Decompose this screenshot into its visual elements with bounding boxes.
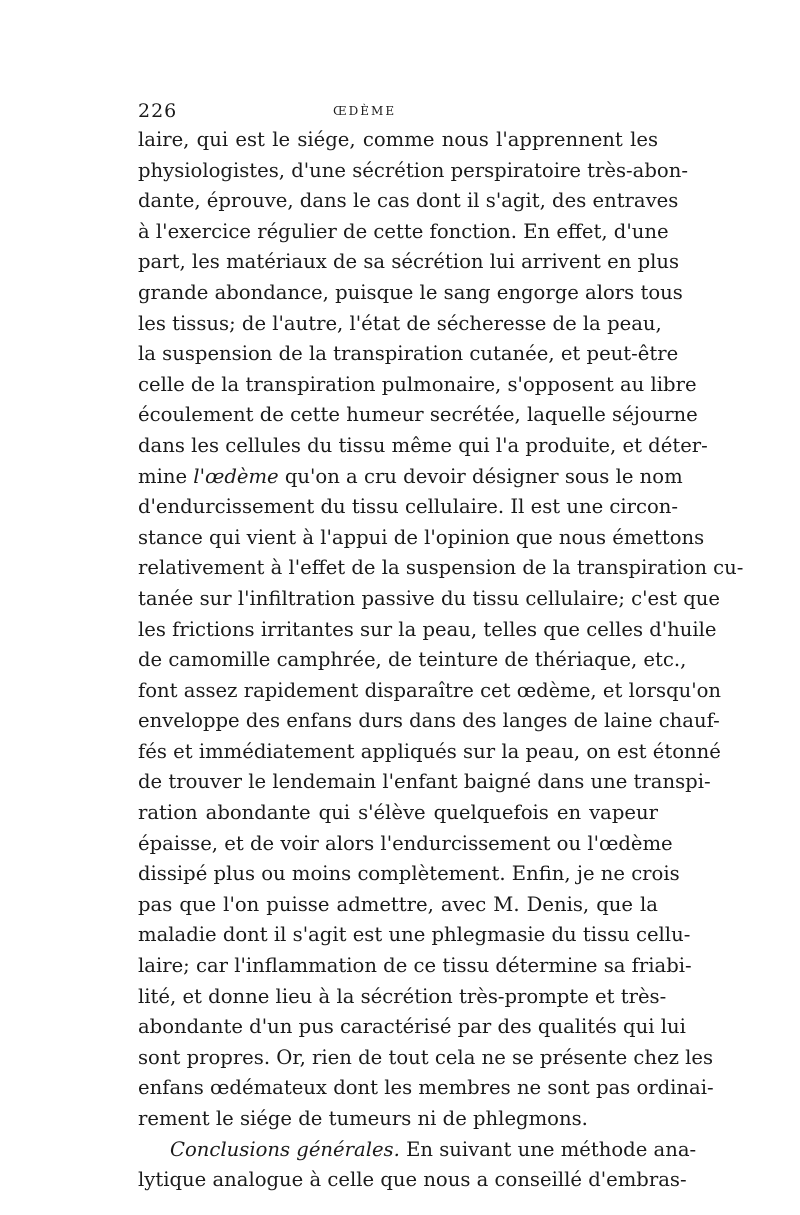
text-line: enfans œdémateux dont les membres ne sont pas ordinai- xyxy=(138,1076,714,1100)
text-line: physiologistes, d'une sécrétion perspiratoire très-abon- xyxy=(138,158,688,182)
text-line: les tissus; de l'autre, l'état de sécheresse de la peau, xyxy=(138,311,662,335)
text-line: de camomille camphrée, de teinture de thériaque, etc., xyxy=(138,648,687,672)
text-line: de trouver le lendemain l'enfant baigné dans une transpi- xyxy=(138,770,711,794)
text-line: dissipé plus ou moins complètement. Enfin, je ne crois xyxy=(138,862,680,886)
text-line: tanée sur l'infiltration passive du tissu cellulaire; c'est que xyxy=(138,586,721,610)
text-line: lité, et donne lieu à la sécrétion très-prompte et très- xyxy=(138,984,667,1008)
paragraph-end-line: rement le siége de tumeurs ni de phlegmons. xyxy=(138,1107,588,1130)
line-text-after: En suivant une méthode ana- xyxy=(399,1137,697,1161)
page-number: 226 xyxy=(138,100,178,122)
running-title: ŒDÈME xyxy=(333,104,397,118)
text-line: les frictions irritantes sur la peau, telles que celles d'huile xyxy=(138,617,717,641)
text-line: la suspension de la transpiration cutanée, et peut-être xyxy=(138,342,679,366)
text-line: épaisse, et de voir alors l'endurcissement ou l'œdème xyxy=(138,831,673,855)
text-line: stance qui vient à l'appui de l'opinion que nous émettons xyxy=(138,525,705,549)
section-heading-line xyxy=(138,1135,697,1166)
text-line: part, les matériaux de sa sécrétion lui arrivent en plus xyxy=(138,250,680,274)
text-line: dante, éprouve, dans le cas dont il s'agit, des entraves xyxy=(138,189,679,213)
body-text xyxy=(138,125,744,1196)
text-line: pas que l'on puisse admettre, avec M. Denis, que la xyxy=(138,892,658,916)
text-line: sont propres. Or, rien de tout cela ne se présente chez les xyxy=(138,1045,714,1069)
text-line: écoulement de cette humeur secrétée, laquelle séjourne xyxy=(138,403,698,427)
text-line: fés et immédiatement appliqués sur la peau, on est étonné xyxy=(138,739,721,763)
text-line: lytique analogue à celle que nous a conseillé d'embras- xyxy=(138,1168,687,1192)
text-line: d'endurcissement du tissu cellulaire. Il est une circon- xyxy=(138,495,679,519)
text-line: enveloppe des enfans durs dans des langes de laine chauf- xyxy=(138,709,720,733)
text-line: laire, qui est le siége, comme nous l'apprennent les xyxy=(138,128,658,151)
text-line-with-emphasis xyxy=(138,462,683,493)
italic-term: l'œdème xyxy=(193,464,279,488)
text-line: grande abondance, puisque le sang engorge alors tous xyxy=(138,280,683,304)
text-line: celle de la transpiration pulmonaire, s'opposent au libre xyxy=(138,372,697,396)
section-heading: Conclusions générales. xyxy=(170,1137,400,1161)
text-line: relativement à l'effet de la suspension de la transpiration cu- xyxy=(138,556,744,580)
text-line: ration abondante qui s'élève quelquefois en vapeur xyxy=(138,801,658,825)
text-line: maladie dont il s'agit est une phlegmasie du tissu cellu- xyxy=(138,923,691,947)
text-line: à l'exercice régulier de cette fonction. En effet, d'une xyxy=(138,219,669,243)
line-text-before: mine xyxy=(138,464,194,488)
text-line: font assez rapidement disparaître cet œdème, et lorsqu'on xyxy=(138,678,722,702)
line-text-after: qu'on a cru devoir désigner sous le nom xyxy=(278,464,683,488)
running-head xyxy=(138,100,658,124)
text-line: dans les cellules du tissu même qui l'a produite, et déter- xyxy=(138,433,708,457)
text-line: laire; car l'inflammation de ce tissu détermine sa friabi- xyxy=(138,954,692,978)
text-line: abondante d'un pus caractérisé par des qualités qui lui xyxy=(138,1015,686,1039)
